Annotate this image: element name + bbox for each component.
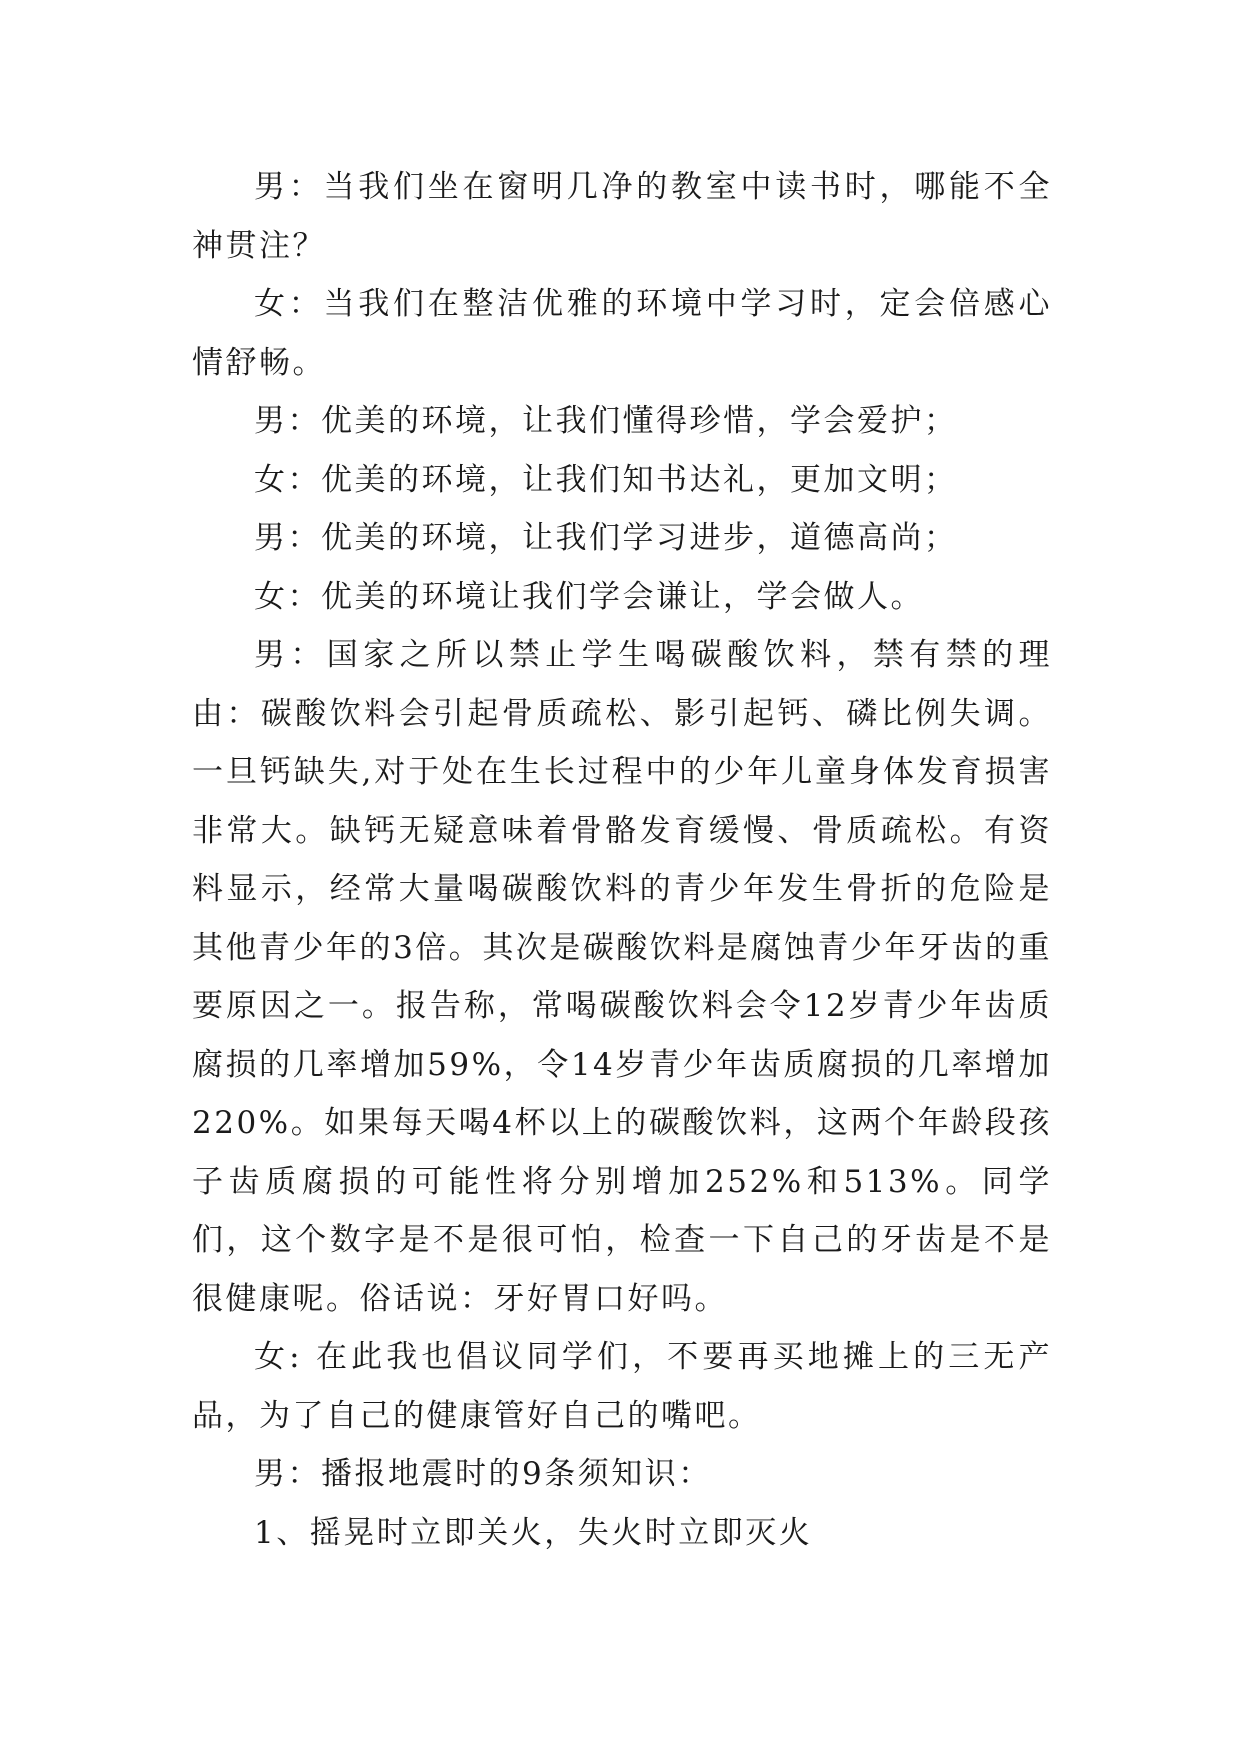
paragraph: 女：优美的环境，让我们知书达礼，更加文明； xyxy=(254,461,958,498)
paragraph: 1、摇晃时立即关火，失火时立即灭火 xyxy=(254,1514,813,1551)
paragraph: 男：优美的环境，让我们懂得珍惜，学会爱护； xyxy=(254,403,958,439)
paragraph: 女：优美的环境让我们学会谦让，学会做人。 xyxy=(254,578,924,615)
paragraph: 女: 在此我也倡议同学们，不要再买地摊上的三无产品，为了自己的健康管好自己的嘴吧。 xyxy=(192,1339,1052,1434)
paragraph: 男：国家之所以禁止学生喝碳酸饮料，禁有禁的理由：碳酸饮料会引起骨质疏松、影引起钙、磷比例失调。一旦钙缺失,对于处在生长过程中的少年儿童身体发育损害非常大。缺钙无疑意味着骨骼发育缓慢、骨质疏松。有资料显示，经常大量喝碳酸饮料的青少年发生骨折的危险是其他青少年的3倍。其次是碳酸饮料是腐蚀青少年牙齿的重要原因之一。报告称，常喝碳酸饮料会令12岁青少年齿质腐损的几率增加59%，令14岁青少年齿质腐损的几率增加220%。如果每天喝4杯以上的碳酸饮料，这两个年龄段孩子齿质腐损的可能性将分别增加252%和513%。同学们，这个数字是不是很可怕，检查一下自己的牙齿是不是很健康呢。俗话说：牙好胃口好吗。 xyxy=(192,637,1052,1317)
paragraph: 男：当我们坐在窗明几净的教室中读书时，哪能不全神贯注？ xyxy=(192,169,1052,264)
paragraph: 男：优美的环境，让我们学习进步，道德高尚； xyxy=(254,520,958,556)
paragraph: 女：当我们在整洁优雅的环境中学习时，定会倍感心情舒畅。 xyxy=(192,286,1052,381)
paragraph: 男：播报地震时的9条须知识： xyxy=(254,1456,712,1492)
document-body xyxy=(192,158,1052,1562)
